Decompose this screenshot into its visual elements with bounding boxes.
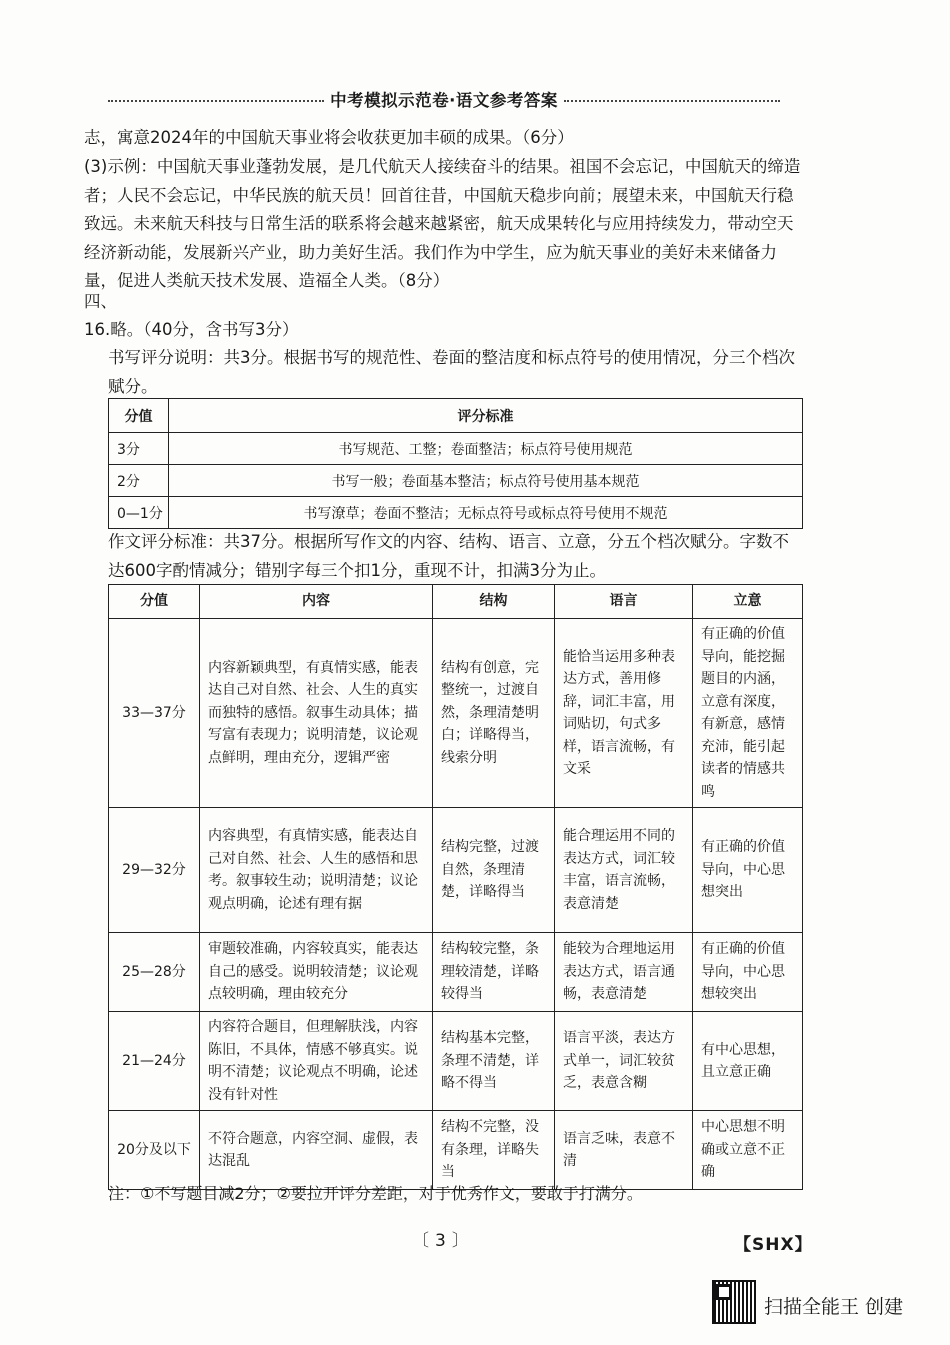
scanner-watermark: 扫描全能王 创建 [764,1296,904,1318]
qr-code-icon [712,1280,756,1324]
table-header-row [109,399,803,433]
score-cell: 20分及以下 [109,1111,200,1190]
table-row [109,433,803,465]
footnote: 注：①不写题目减2分；②要拉开评分差距，对于优秀作文，要敢于打满分。 [108,1184,643,1203]
score-cell: 33—37分 [109,619,200,808]
table-header-cell: 评分标准 [169,399,803,433]
score-cell: 25—28分 [109,933,200,1012]
score-cell: 2分 [109,465,169,497]
table-row [109,933,803,1012]
score-cell: 0—1分 [109,497,169,529]
writing-score-description: 书写评分说明：共3分。根据书写的规范性、卷面的整洁度和标点符号的使用情况，分三个档次赋分。 [108,348,795,396]
score-cell: 21—24分 [109,1012,200,1111]
writing-score-table [108,398,803,529]
table-header-cell: 结构 [433,585,555,619]
intent-cell: 有正确的价值导向，能挖掘题目的内涵，立意有深度，有新意，感情充沛，能引起读者的情感共鸣 [693,619,803,808]
criteria-cell: 书写潦草；卷面不整洁；无标点符号或标点符号使用不规范 [169,497,803,529]
structure-cell: 结构有创意，完整统一，过渡自然，条理清楚明白；详略得当，线索分明 [433,619,555,808]
table-row [109,1012,803,1111]
answer-example-paragraph: (3)示例：中国航天事业蓬勃发展，是几代航天人接续奋斗的结果。祖国不会忘记，中国航天的缔造者；人民不会忘记，中华民族的航天员！回首往昔，中国航天稳步向前；展望未来，中国航天行稳致远。未来航天科技与日常生活的联系将会越来越紧密，航天成果转化与应用持续发力，带动空天经济新动能，发展新兴产业，助力美好生活。我们作为中学生，应为航天事业的美好未来储备力量，促进人类航天技术发展、造福全人类。（8分） [84,157,801,290]
table-row [109,497,803,529]
table-header-cell: 分值 [109,585,200,619]
intent-cell: 中心思想不明确或立意不正确 [693,1111,803,1190]
score-cell: 3分 [109,433,169,465]
table-header-cell: 立意 [693,585,803,619]
table-header-cell: 语言 [555,585,693,619]
page-code: 【SHX】 [734,1235,813,1255]
score-cell: 29—32分 [109,808,200,933]
page-number: 〔3〕 [412,1231,475,1251]
language-cell: 能合理运用不同的表达方式，词汇较丰富，语言流畅，表意清楚 [555,808,693,933]
question-16: 16.略。（40分，含书写3分） [84,320,299,339]
language-cell: 语言乏味，表意不清 [555,1111,693,1190]
header-dots-right [564,100,780,102]
table-header-cell: 内容 [200,585,433,619]
page-header [108,88,780,110]
structure-cell: 结构不完整，没有条理，详略失当 [433,1111,555,1190]
intent-cell: 有中心思想，且立意正确 [693,1012,803,1111]
content-cell: 不符合题意，内容空洞、虚假，表达混乱 [200,1111,433,1190]
header-dots-left [108,100,324,102]
table-row [109,465,803,497]
criteria-cell: 书写规范、工整；卷面整洁；标点符号使用规范 [169,433,803,465]
table-header-cell: 分值 [109,399,169,433]
answer-text-line: 志，寓意2024年的中国航天事业将会收获更加丰硕的成果。（6分） [84,128,574,147]
section-label: 四、 [84,292,117,311]
table-row [109,808,803,933]
language-cell: 能较为合理地运用表达方式，语言通畅，表意清楚 [555,933,693,1012]
content-cell: 内容典型，有真情实感，能表达自己对自然、社会、人生的感悟和思考。叙事较生动；说明清楚；议论观点明确，论述有理有据 [200,808,433,933]
table-row [109,619,803,808]
page-title: 中考模拟示范卷·语文参考答案 [330,91,558,110]
structure-cell: 结构完整，过渡自然，条理清楚，详略得当 [433,808,555,933]
essay-score-table [108,584,803,1190]
content-cell: 内容新颖典型，有真情实感，能表达自己对自然、社会、人生的真实而独特的感悟。叙事生动具体；描写富有表现力；说明清楚，议论观点鲜明，理由充分，逻辑严密 [200,619,433,808]
table-row [109,1111,803,1190]
criteria-cell: 书写一般；卷面基本整洁；标点符号使用基本规范 [169,465,803,497]
essay-score-description: 作文评分标准：共37分。根据所写作文的内容、结构、语言、立意，分五个档次赋分。字数不达600字酌情减分；错别字每三个扣1分，重现不计，扣满3分为止。 [108,532,789,580]
language-cell: 能恰当运用多种表达方式，善用修辞，词汇丰富，用词贴切，句式多样，语言流畅，有文采 [555,619,693,808]
content-cell: 审题较准确，内容较真实，能表达自己的感受。说明较清楚；议论观点较明确，理由较充分 [200,933,433,1012]
structure-cell: 结构基本完整，条理不清楚，详略不得当 [433,1012,555,1111]
intent-cell: 有正确的价值导向，中心思想较突出 [693,933,803,1012]
content-cell: 内容符合题目，但理解肤浅，内容陈旧，不具体，情感不够真实。说明不清楚；议论观点不明确，论述没有针对性 [200,1012,433,1111]
table-header-row [109,585,803,619]
intent-cell: 有正确的价值导向，中心思想突出 [693,808,803,933]
structure-cell: 结构较完整，条理较清楚，详略较得当 [433,933,555,1012]
language-cell: 语言平淡，表达方式单一，词汇较贫乏，表意含糊 [555,1012,693,1111]
